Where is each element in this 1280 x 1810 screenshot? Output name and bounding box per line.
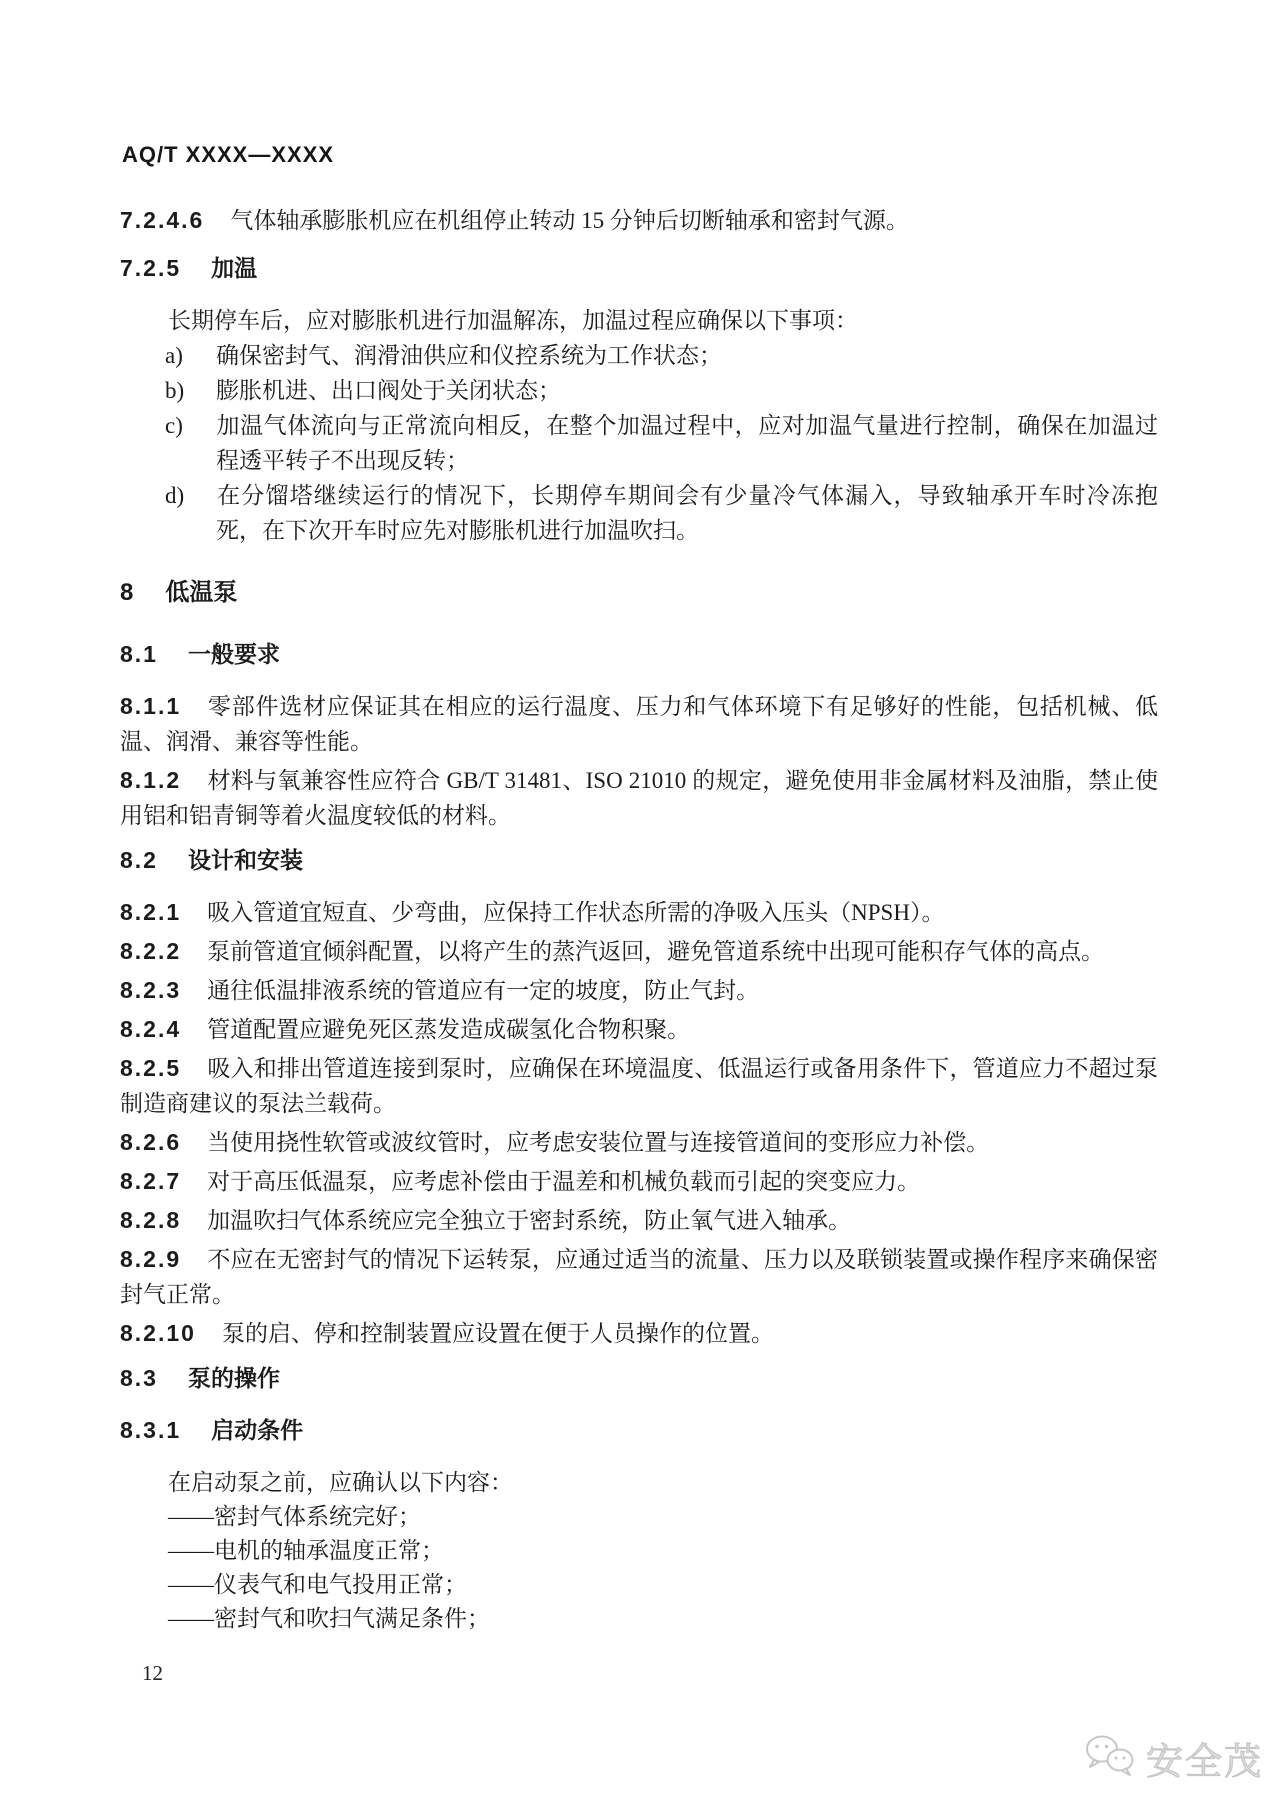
list-item-label: c)	[165, 413, 183, 438]
clause-number: 7.2.4.6	[120, 207, 205, 233]
clause-text: 当使用挠性软管或波纹管时，应考虑安装位置与连接管道间的变形应力补偿。	[207, 1130, 990, 1155]
heading-8-1	[120, 637, 1158, 672]
heading-title: 低温泵	[165, 579, 238, 606]
list-item-text: 确保密封气、润滑油供应和仪控系统为工作状态；	[216, 343, 722, 368]
clause-8-1-2	[120, 763, 1158, 833]
clause-8-2-4	[120, 1012, 1158, 1047]
clause-text: 材料与氧兼容性应符合 GB/T 31481、ISO 21010 的规定，避免使用非金属材料及油脂，禁止使用铝和铝青铜等着火温度较低的材料。	[120, 768, 1158, 828]
list-item-label: d)	[165, 483, 185, 508]
clause-number: 8.2.2	[120, 938, 182, 964]
dash-item-seal-purge-gas: ——密封气和吹扫气满足条件；	[168, 1606, 490, 1631]
clause-number: 8.1.2	[120, 767, 182, 793]
clause-number: 8.2.8	[120, 1207, 182, 1233]
heading-title: 启动条件	[211, 1417, 304, 1443]
clause-number: 8.2.5	[120, 1055, 182, 1081]
heading-number: 8.3.1	[120, 1417, 182, 1443]
heading-number: 8.1	[120, 641, 158, 667]
clause-text: 气体轴承膨胀机应在机组停止转动 15 分钟后切断轴承和密封气源。	[230, 208, 909, 233]
heading-title: 设计和安装	[187, 847, 303, 873]
list-item-text: 膨胀机进、出口阀处于关闭状态；	[216, 378, 561, 403]
heading-number: 7.2.5	[120, 255, 182, 281]
heading-number: 8.2	[120, 847, 158, 873]
clause-8-2-3	[120, 973, 1158, 1008]
clause-text: 吸入和排出管道连接到泵时，应确保在环境温度、低温运行或备用条件下，管道应力不超过泵制造商建议的泵法兰载荷。	[120, 1056, 1158, 1116]
clause-text: 泵前管道宜倾斜配置，以将产生的蒸汽返回，避免管道系统中出现可能积存气体的高点。	[207, 939, 1105, 964]
list-item-d	[165, 478, 1158, 548]
clause-8-2-1	[120, 895, 1158, 930]
paragraph-warming-intro: 长期停车后，应对膨胀机进行加温解冻，加温过程应确保以下事项：	[168, 308, 858, 333]
heading-chapter-8	[120, 575, 1158, 611]
clause-text: 零部件选材应保证其在相应的运行温度、压力和气体环境下有足够好的性能，包括机械、低温、润滑、兼容等性能。	[120, 694, 1158, 754]
list-item-text: 加温气体流向与正常流向相反，在整个加温过程中，应对加温气量进行控制，确保在加温过程透平转子不出现反转；	[216, 413, 1158, 473]
heading-7-2-5	[120, 251, 1158, 286]
watermark-brand-text: 安全茂	[1146, 1741, 1263, 1782]
clause-8-2-5	[120, 1051, 1158, 1121]
dash-item-seal-gas-system: ——密封气体系统完好；	[168, 1504, 421, 1529]
list-item-a	[165, 338, 1158, 373]
wechat-chat-bubbles-icon	[1082, 1734, 1138, 1783]
clause-8-2-8	[120, 1203, 1158, 1238]
clause-text: 泵的启、停和控制装置应设置在便于人员操作的位置。	[221, 1321, 774, 1346]
clause-8-2-2	[120, 934, 1158, 969]
clause-text: 加温吹扫气体系统应完全独立于密封系统，防止氧气进入轴承。	[207, 1208, 852, 1233]
document-code-header: AQ/T XXXX—XXXX	[122, 142, 335, 167]
heading-title: 一般要求	[187, 641, 280, 667]
watermark	[1082, 1731, 1263, 1785]
clause-number: 8.2.6	[120, 1129, 182, 1155]
clause-7-2-4-6	[120, 203, 1158, 238]
list-item-label: b)	[165, 378, 185, 403]
clause-number: 8.1.1	[120, 693, 182, 719]
heading-number: 8.3	[120, 1365, 158, 1391]
dash-item-motor-bearing-temp: ——电机的轴承温度正常；	[168, 1538, 444, 1563]
clause-text: 对于高压低温泵，应考虑补偿由于温差和机械负载而引起的突变应力。	[207, 1169, 921, 1194]
list-item-b	[165, 373, 1158, 408]
clause-text: 吸入管道宜短直、少弯曲，应保持工作状态所需的净吸入压头（NPSH）。	[207, 900, 945, 925]
clause-number: 8.2.10	[120, 1320, 196, 1346]
list-item-text: 在分馏塔继续运行的情况下，长期停车期间会有少量冷气体漏入，导致轴承开车时冷冻抱死，在下次开车时应先对膨胀机进行加温吹扫。	[216, 483, 1158, 543]
clause-8-1-1	[120, 689, 1158, 759]
heading-number: 8	[120, 579, 136, 606]
warming-checklist	[120, 338, 1158, 548]
page-number: 12	[142, 1661, 163, 1685]
clause-text: 不应在无密封气的情况下运转泵，应通过适当的流量、压力以及联锁装置或操作程序来确保密封气正常。	[120, 1247, 1158, 1307]
clause-8-2-6	[120, 1125, 1158, 1160]
heading-8-3-1	[120, 1413, 1158, 1448]
clause-text: 通往低温排液系统的管道应有一定的坡度，防止气封。	[207, 978, 760, 1003]
list-item-c	[165, 408, 1158, 478]
clause-8-2-7	[120, 1164, 1158, 1199]
clause-text: 管道配置应避免死区蒸发造成碳氢化合物积聚。	[207, 1017, 691, 1042]
clause-number: 8.2.1	[120, 899, 182, 925]
heading-title: 加温	[211, 255, 258, 281]
clause-number: 8.2.7	[120, 1168, 182, 1194]
clause-number: 8.2.3	[120, 977, 182, 1003]
heading-8-3	[120, 1361, 1158, 1396]
dash-item-instrument-air: ——仪表气和电气投用正常；	[168, 1572, 467, 1597]
list-item-label: a)	[165, 343, 183, 368]
heading-8-2	[120, 843, 1158, 878]
heading-title: 泵的操作	[187, 1365, 280, 1391]
clause-number: 8.2.9	[120, 1246, 182, 1272]
clause-8-2-9	[120, 1242, 1158, 1312]
clause-8-2-10	[120, 1316, 1158, 1351]
clause-number: 8.2.4	[120, 1016, 182, 1042]
paragraph-startup-intro: 在启动泵之前，应确认以下内容：	[168, 1470, 513, 1495]
